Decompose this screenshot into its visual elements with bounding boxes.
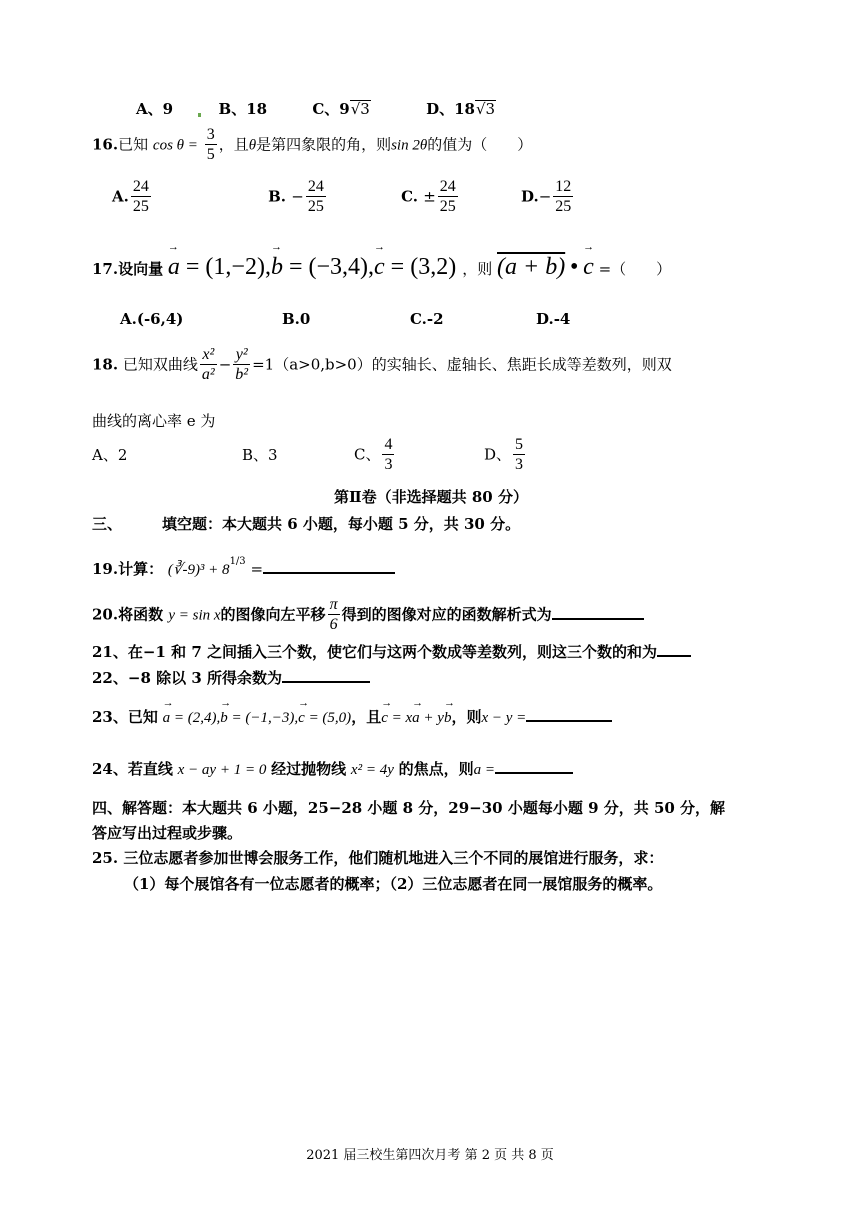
q25-stem: 25. 三位志愿者参加世博会服务工作，他们随机地进入三个不同的展馆进行服务，求： xyxy=(92,849,664,867)
q16-option-a: A. $\frac{24}{25}$ xyxy=(112,178,149,215)
q16-options xyxy=(112,178,575,217)
q22: 22、−8 除以 3 所得余数为 xyxy=(92,667,370,688)
q18-stem-cont: 曲线的离心率 e 为 xyxy=(92,412,216,430)
q18-option-d: D、 $\frac{5}{3}$ xyxy=(484,436,524,473)
q15-option-b: B、18 xyxy=(218,100,268,118)
q17-option-a: A.(-6,4) xyxy=(120,310,184,328)
q15-option-a: A、9 xyxy=(136,100,174,118)
dot-product-symbol: • xyxy=(569,254,579,280)
q17-option-b: B.0 xyxy=(282,310,311,328)
answer-blank[interactable] xyxy=(526,706,612,722)
q17-stem: 17.设向量 → a = (1,−2),→ b = (−3,4),→ c = (3,2) ，则 (a + b) • → c =（ ） xyxy=(92,254,671,281)
q16-option-d: D.− $\frac{12}{25}$ xyxy=(521,178,572,215)
q19: 19.计算： (∛-9)³ + $8^{1/3}$ = xyxy=(92,556,395,579)
q20: 20.将函数 y = sin x的图像向左平移 $\frac{\pi}{6}$ 得到的图像对应的函数解析式为 xyxy=(92,596,644,635)
page-footer: 2021 届三校生第四次月考 第 2 页 共 8 页 xyxy=(306,1148,554,1163)
vector-sum: (a + b) xyxy=(497,254,566,280)
q18-option-c: C、 $\frac{4}{3}$ xyxy=(354,436,393,473)
section-2-title: 第Ⅱ卷（非选择题共 80 分） xyxy=(334,488,528,506)
stray-mark xyxy=(198,113,201,117)
section-4-heading-cont: 答应写出过程或步骤。 xyxy=(92,824,243,842)
sqrt-symbol: √3 xyxy=(350,100,370,118)
q18-stem: 18. 已知双曲线 $\frac{\text{x²}}{\text{a²}}$ − $\frac{\text{y²}}{\text{b²}}$ =1（a>0,b>0）的实轴长、虚轴长、焦距长成等差数列，则双 xyxy=(92,346,672,383)
q15-options xyxy=(136,98,496,119)
q17-options xyxy=(120,310,570,328)
answer-blank[interactable] xyxy=(552,604,644,620)
section-3-heading: 三、 填空题：本大题共 6 小题，每小题 5 分，共 30 分。 xyxy=(92,515,521,533)
q16-stem: 16.已知 cos θ = $\frac{3}{5}$ ，且θ是第四象限的角，则sin 2θ的值为（ ） xyxy=(92,126,533,163)
sqrt-symbol: √3 xyxy=(475,100,496,118)
q18-options xyxy=(92,436,527,475)
q25-parts: （1）每个展馆各有一位志愿者的概率；（2）三位志愿者在同一展馆服务的概率。 xyxy=(124,875,663,893)
q17-option-c: C.-2 xyxy=(410,310,444,328)
q18-option-a: A、2 xyxy=(92,445,128,464)
fraction-3-5: $\frac{3}{5}$ xyxy=(206,126,215,163)
answer-blank[interactable] xyxy=(657,641,691,657)
answer-blank[interactable] xyxy=(282,667,370,683)
q18-option-b: B、3 xyxy=(242,445,278,464)
q15-option-d: D、18√3 xyxy=(426,100,496,118)
q23: 23、已知 → a = (2,4),→ b = (−1,−3),→ c = (5,0)，且→ c = x→ a + y→ b，则x − y = xyxy=(92,706,612,727)
q16-option-b: B. − $\frac{24}{25}$ xyxy=(268,178,324,215)
q21: 21、在−1 和 7 之间插入三个数，使它们与这两个数成等差数列，则这三个数的和为 xyxy=(92,641,691,662)
answer-blank[interactable] xyxy=(263,558,395,574)
q17-option-d: D.-4 xyxy=(536,310,571,328)
section-4-heading: 四、解答题：本大题共 6 小题，25−28 小题 8 分，29−30 小题每小题 9 分，共 50 分，解 xyxy=(92,799,726,817)
q16-option-c: C. ± $\frac{24}{25}$ xyxy=(401,178,456,215)
answer-blank[interactable] xyxy=(495,758,573,774)
q24: 24、若直线 x − ay + 1 = 0 经过抛物线 x² = 4y 的焦点，则a = xyxy=(92,758,573,779)
q15-option-c: C、9√3 xyxy=(312,100,370,118)
